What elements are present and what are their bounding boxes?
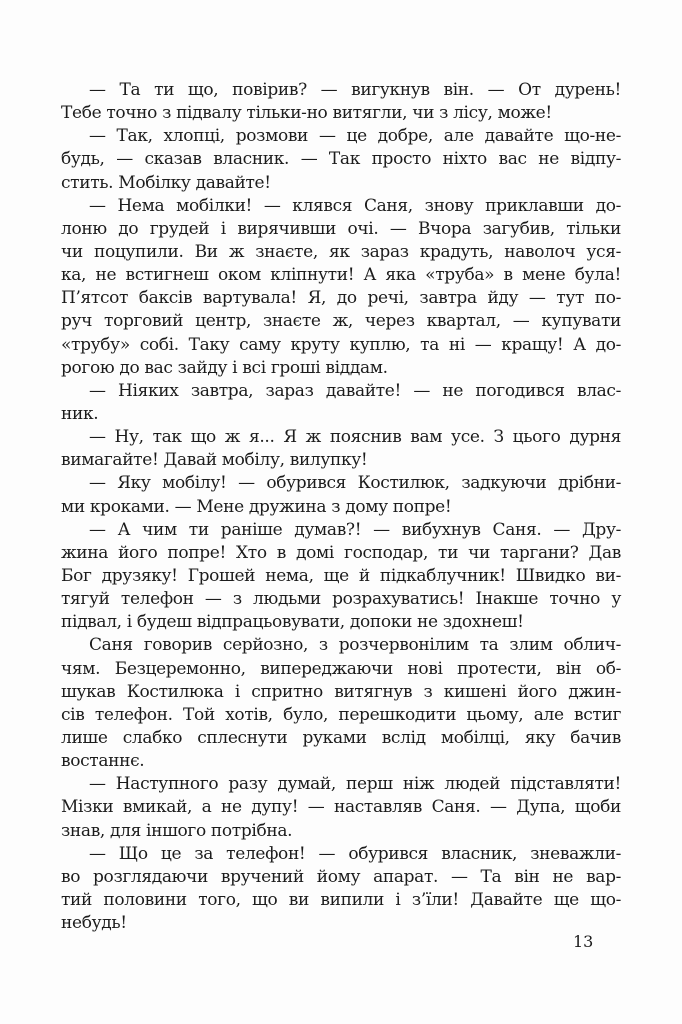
body-text [61, 79, 621, 935]
text-line: П’ятсот баксів вартувала! Я, до речі, завтра йду — тут по- [61, 288, 621, 309]
text-line: — Ну, так що ж я... Я ж пояснив вам усе. З цього дурня [89, 427, 621, 448]
text-line: Тебе точно з підвалу тільки-но витягли, чи з лісу, може! [61, 103, 552, 124]
text-line: чям. Безцеремонно, випереджаючи нові протести, він об- [61, 658, 621, 679]
text-line: сів телефон. Той хотів, було, перешкодити цьому, але встиг [61, 704, 621, 725]
text-line: — Нема мобілки! — клявся Саня, знову приклавши до- [89, 195, 621, 216]
text-line: ми кроками. — Мене дружина з дому попре! [61, 496, 452, 517]
text-line: востаннє. [61, 751, 145, 772]
text-line: — Що це за телефон! — обурився власник, зневажли- [89, 843, 621, 864]
text-line: знав, для іншого потрібна. [61, 820, 293, 841]
text-line: руч торговий центр, знаєте ж, через квартал, — купувати [61, 311, 621, 332]
text-line: Мізки вмикай, а не дупу! — наставляв Саня. — Дупа, щоби [61, 797, 621, 818]
text-line: ник. [61, 403, 99, 424]
text-line: лоню до грудей і вирячивши очі. — Вчора загубив, тільки [61, 218, 621, 239]
text-line: ка, не встигнеш оком кліпнути! А яка «труба» в мене була! [61, 265, 621, 286]
text-line: рогою до вас зайду і всі гроші віддам. [61, 357, 388, 378]
text-line: — Ніяких завтра, зараз давайте! — не погодився влас- [89, 380, 621, 401]
text-line: — А чим ти раніше думав?! — вибухнув Саня. — Дру- [89, 519, 621, 540]
text-line: — Та ти що, повірив? — вигукнув він. — От дурень! [89, 80, 621, 100]
text-line: Бог друзяку! Грошей нема, ще й підкаблучник! Швидко ви- [61, 565, 621, 586]
text-line: — Наступного разу думай, перш ніж людей підставляти! [89, 774, 621, 795]
text-line: жина його попре! Хто в домі господар, ти чи таргани? Дав [61, 542, 621, 563]
text-line: підвал, і будеш відпрацьовувати, допоки не здохнеш! [61, 612, 524, 633]
text-line: будь, — сказав власник. — Так просто ніхто вас не відпу- [61, 149, 621, 170]
text-line: — Так, хлопці, розмови — це добре, але давайте що-не- [89, 126, 621, 147]
text-line: «трубу» собі. Таку саму круту куплю, та ні — кращу! А до- [61, 334, 621, 355]
text-line: лише слабко сплеснути руками вслід мобілці, яку бачив [61, 727, 621, 748]
text-line: небудь! [61, 913, 127, 934]
page-number: 13 [573, 932, 594, 951]
text-line: — Яку мобілу! — обурився Костилюк, задкуючи дрібни- [89, 473, 621, 494]
text-line: тий половини того, що ви випили і з’їли! Давайте ще що- [61, 889, 621, 910]
text-line: Саня говорив серйозно, з розчервонілим та злим облич- [89, 635, 621, 656]
text-line: шукав Костилюка і спритно витягнув з кишені його джин- [61, 681, 621, 702]
text-line: стить. Мобілку давайте! [61, 172, 271, 193]
text-line: во розглядаючи вручений йому апарат. — Та він не вар- [61, 866, 621, 887]
text-line: тягуй телефон — з людьми розрахуватись! Інакше точно у [61, 589, 621, 610]
text-line: вимагайте! Давай мобілу, вилупку! [61, 450, 368, 471]
text-line: чи поцупили. Ви ж знаєте, як зараз крадуть, наволоч уся- [61, 241, 621, 262]
